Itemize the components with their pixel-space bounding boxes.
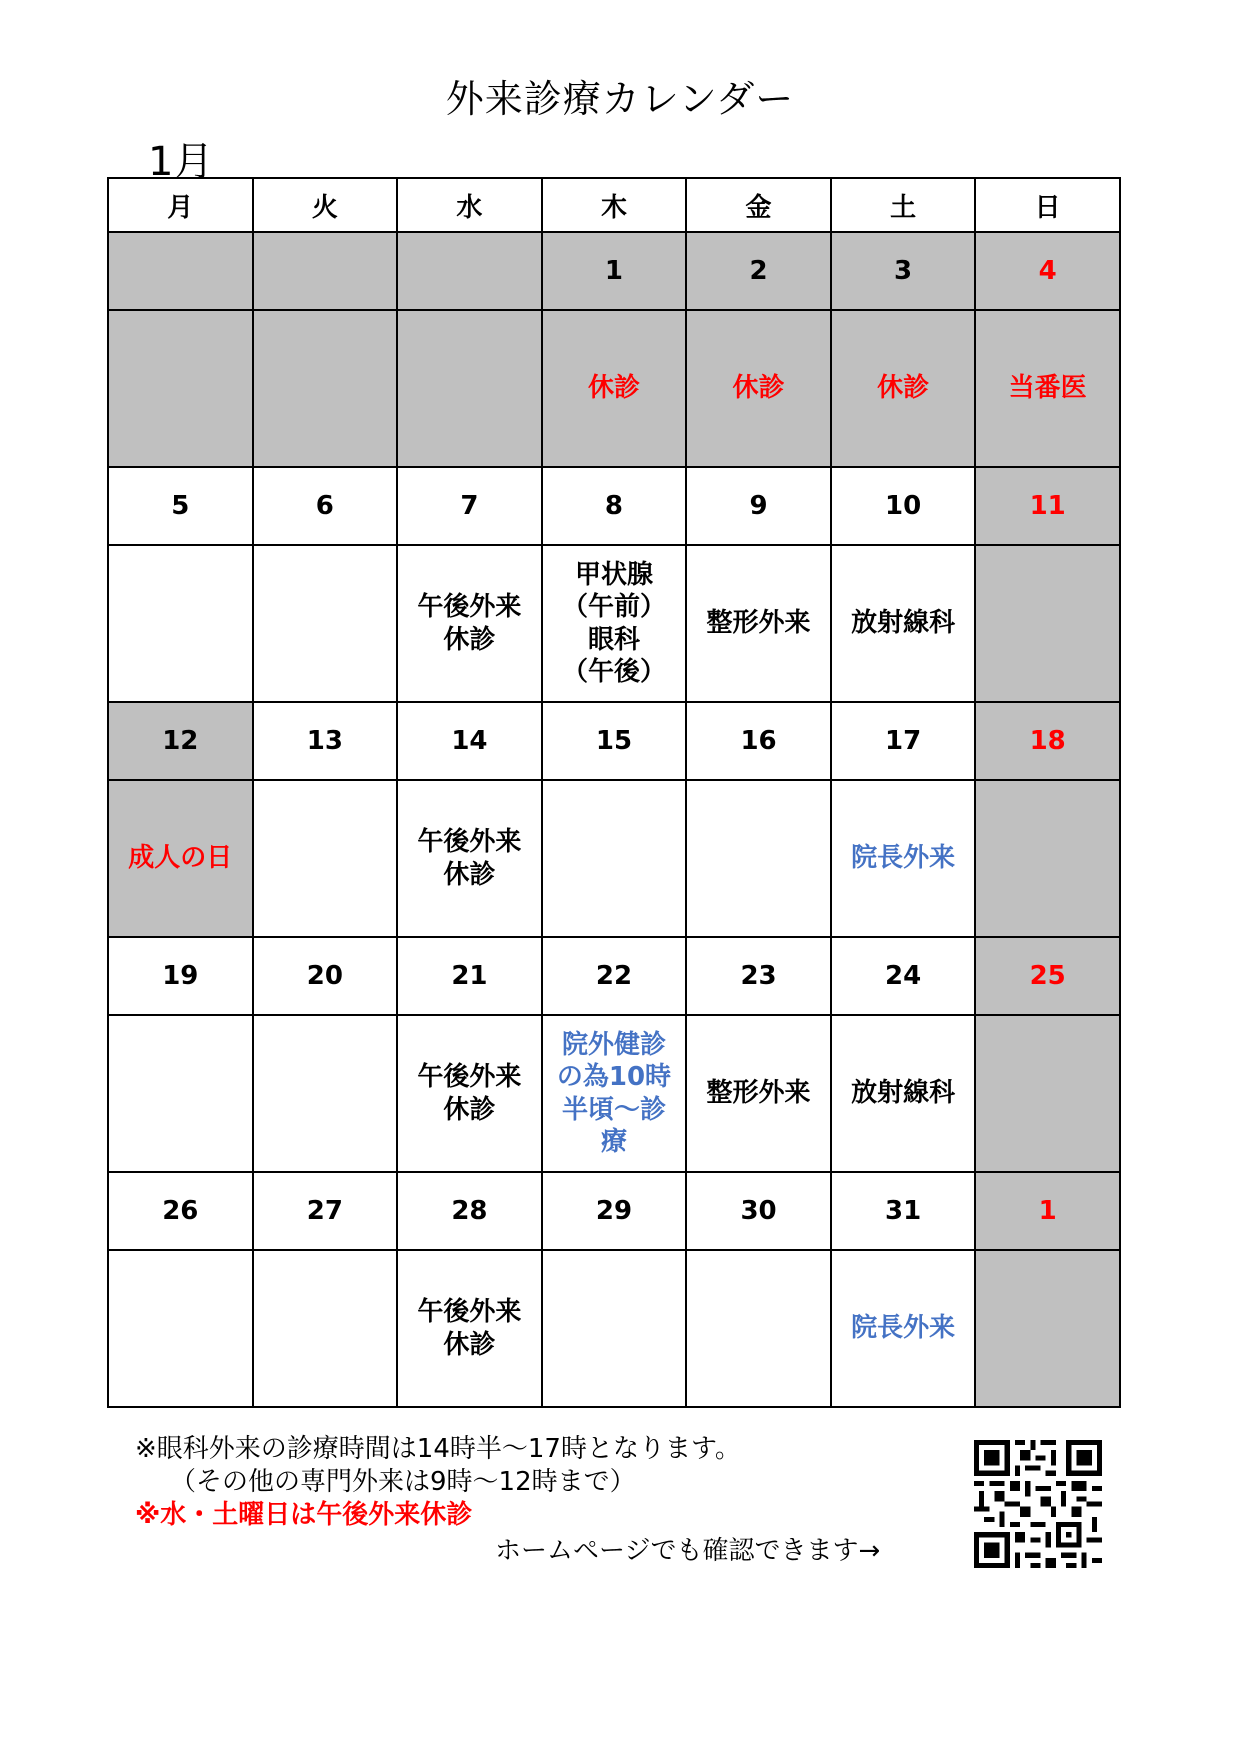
date-cell bbox=[975, 232, 1120, 310]
day-note: 院外健診 の為10時 半頃～診 療 bbox=[556, 1029, 672, 1157]
note-cell bbox=[975, 1250, 1120, 1407]
note-cell bbox=[831, 545, 976, 702]
day-note: 整形外来 bbox=[706, 1078, 811, 1109]
date-number: 10 bbox=[885, 491, 922, 521]
date-cell bbox=[686, 702, 831, 780]
date-cell bbox=[686, 467, 831, 545]
note-cell bbox=[397, 545, 542, 702]
homepage-notice: ホームページでも確認できます→ bbox=[495, 1536, 881, 1566]
calendar-body bbox=[108, 232, 1120, 1407]
date-number: 5 bbox=[171, 491, 190, 521]
weekday-header-row bbox=[108, 178, 1120, 232]
date-cell bbox=[542, 1172, 687, 1250]
date-cell bbox=[253, 232, 398, 310]
date-number: 22 bbox=[595, 961, 633, 991]
note-cell bbox=[542, 310, 687, 467]
note-cell bbox=[975, 545, 1120, 702]
note-cell bbox=[253, 1250, 398, 1407]
note-cell bbox=[108, 1015, 253, 1172]
footnote-closed-afternoons: ※水・土曜日は午後外来休診 bbox=[135, 1500, 473, 1530]
date-cell bbox=[686, 232, 831, 310]
date-cell bbox=[108, 232, 253, 310]
date-number: 20 bbox=[306, 961, 343, 991]
note-cell bbox=[397, 1015, 542, 1172]
day-note: 院長外来 bbox=[851, 1313, 956, 1344]
page-title: 外来診療カレンダー bbox=[445, 77, 795, 121]
note-cell bbox=[397, 1250, 542, 1407]
date-cell bbox=[975, 937, 1120, 1015]
note-cell bbox=[831, 1015, 976, 1172]
date-number: 16 bbox=[740, 726, 777, 756]
date-number: 29 bbox=[595, 1196, 633, 1226]
date-cell bbox=[831, 702, 976, 780]
day-note: 午後外来 休診 bbox=[417, 592, 522, 655]
date-cell bbox=[253, 937, 398, 1015]
date-number: 11 bbox=[1029, 491, 1066, 521]
day-note: 休診 bbox=[587, 373, 640, 404]
note-row bbox=[108, 545, 1120, 702]
note-cell bbox=[831, 1250, 976, 1407]
date-number: 9 bbox=[749, 491, 768, 521]
day-note: 午後外来 休診 bbox=[417, 1297, 522, 1360]
weekday-header: 土 bbox=[831, 178, 976, 232]
note-cell bbox=[686, 1015, 831, 1172]
weekday-header: 水 bbox=[397, 178, 542, 232]
date-cell bbox=[108, 937, 253, 1015]
date-cell bbox=[831, 467, 976, 545]
note-cell bbox=[686, 310, 831, 467]
date-number: 2 bbox=[749, 256, 768, 286]
day-note: 休診 bbox=[877, 373, 930, 404]
date-number: 1 bbox=[1038, 1196, 1057, 1226]
note-cell bbox=[975, 780, 1120, 937]
date-number: 14 bbox=[451, 726, 488, 756]
month-label: 1月 bbox=[148, 139, 214, 185]
note-cell bbox=[542, 780, 687, 937]
note-cell bbox=[108, 780, 253, 937]
note-cell bbox=[542, 1015, 687, 1172]
note-cell bbox=[397, 310, 542, 467]
date-cell bbox=[542, 232, 687, 310]
date-cell bbox=[831, 937, 976, 1015]
footnote-ophthalmology-hours: ※眼科外来の診療時間は14時半～17時となります。 bbox=[135, 1434, 741, 1464]
day-note: 午後外来 休診 bbox=[417, 1062, 522, 1125]
date-number: 1 bbox=[604, 256, 624, 286]
day-note: 甲状腺 （午前） 眼科 （午後） bbox=[561, 559, 666, 687]
date-cell bbox=[975, 467, 1120, 545]
date-cell bbox=[253, 1172, 398, 1250]
note-cell bbox=[253, 780, 398, 937]
note-row bbox=[108, 310, 1120, 467]
date-cell bbox=[542, 937, 687, 1015]
date-cell bbox=[397, 1172, 542, 1250]
weekday-header: 木 bbox=[542, 178, 687, 232]
date-cell bbox=[253, 467, 398, 545]
note-cell bbox=[831, 780, 976, 937]
date-cell bbox=[397, 937, 542, 1015]
date-cell bbox=[397, 467, 542, 545]
weekday-header: 月 bbox=[108, 178, 253, 232]
note-cell bbox=[975, 310, 1120, 467]
date-number: 6 bbox=[315, 491, 334, 521]
note-cell bbox=[686, 545, 831, 702]
date-row bbox=[108, 1172, 1120, 1250]
date-cell bbox=[831, 232, 976, 310]
date-number: 3 bbox=[894, 256, 913, 286]
note-row bbox=[108, 1250, 1120, 1407]
day-note: 当番医 bbox=[1008, 373, 1087, 404]
date-number: 15 bbox=[595, 726, 633, 756]
date-number: 4 bbox=[1038, 256, 1057, 286]
date-number: 25 bbox=[1029, 961, 1066, 991]
date-row bbox=[108, 937, 1120, 1015]
date-cell bbox=[108, 1172, 253, 1250]
note-cell bbox=[686, 780, 831, 937]
date-number: 24 bbox=[885, 961, 922, 991]
weekday-header: 金 bbox=[686, 178, 831, 232]
date-number: 30 bbox=[740, 1196, 777, 1226]
date-cell bbox=[686, 937, 831, 1015]
note-cell bbox=[108, 1250, 253, 1407]
note-cell bbox=[397, 780, 542, 937]
date-cell bbox=[831, 1172, 976, 1250]
note-cell bbox=[542, 1250, 687, 1407]
date-number: 13 bbox=[306, 726, 343, 756]
note-cell bbox=[108, 310, 253, 467]
day-note: 成人の日 bbox=[128, 843, 233, 874]
date-number: 23 bbox=[740, 961, 777, 991]
date-cell bbox=[397, 232, 542, 310]
date-number: 7 bbox=[460, 491, 479, 521]
footnote-specialty-hours: （その他の専門外来は9時～12時まで） bbox=[170, 1467, 636, 1497]
weekday-header: 火 bbox=[253, 178, 398, 232]
note-cell bbox=[975, 1015, 1120, 1172]
day-note: 午後外来 休診 bbox=[417, 827, 522, 890]
date-cell bbox=[108, 702, 253, 780]
qr-code-icon[interactable] bbox=[974, 1440, 1102, 1568]
note-cell bbox=[831, 310, 976, 467]
date-number: 8 bbox=[604, 491, 624, 521]
date-cell bbox=[542, 702, 687, 780]
date-cell bbox=[108, 467, 253, 545]
date-row bbox=[108, 702, 1120, 780]
date-number: 27 bbox=[306, 1196, 343, 1226]
date-number: 19 bbox=[162, 961, 199, 991]
day-note: 院長外来 bbox=[851, 843, 956, 874]
day-note: 放射線科 bbox=[851, 1078, 956, 1109]
date-number: 18 bbox=[1029, 726, 1066, 756]
note-cell bbox=[542, 545, 687, 702]
date-cell bbox=[253, 702, 398, 780]
date-cell bbox=[686, 1172, 831, 1250]
date-number: 12 bbox=[162, 726, 199, 756]
note-cell bbox=[108, 545, 253, 702]
date-number: 17 bbox=[885, 726, 922, 756]
weekday-header: 日 bbox=[975, 178, 1120, 232]
note-row bbox=[108, 780, 1120, 937]
date-cell bbox=[542, 467, 687, 545]
note-cell bbox=[253, 310, 398, 467]
day-note: 休診 bbox=[732, 373, 785, 404]
date-row bbox=[108, 232, 1120, 310]
date-cell bbox=[397, 702, 542, 780]
date-number: 26 bbox=[162, 1196, 199, 1226]
note-cell bbox=[253, 1015, 398, 1172]
day-note: 整形外来 bbox=[706, 608, 811, 639]
day-note: 放射線科 bbox=[851, 608, 956, 639]
note-cell bbox=[686, 1250, 831, 1407]
note-cell bbox=[253, 545, 398, 702]
date-number: 28 bbox=[451, 1196, 488, 1226]
calendar-table bbox=[107, 177, 1121, 1408]
date-number: 31 bbox=[885, 1196, 922, 1226]
date-cell bbox=[975, 1172, 1120, 1250]
date-number: 21 bbox=[451, 961, 488, 991]
note-row bbox=[108, 1015, 1120, 1172]
date-row bbox=[108, 467, 1120, 545]
date-cell bbox=[975, 702, 1120, 780]
